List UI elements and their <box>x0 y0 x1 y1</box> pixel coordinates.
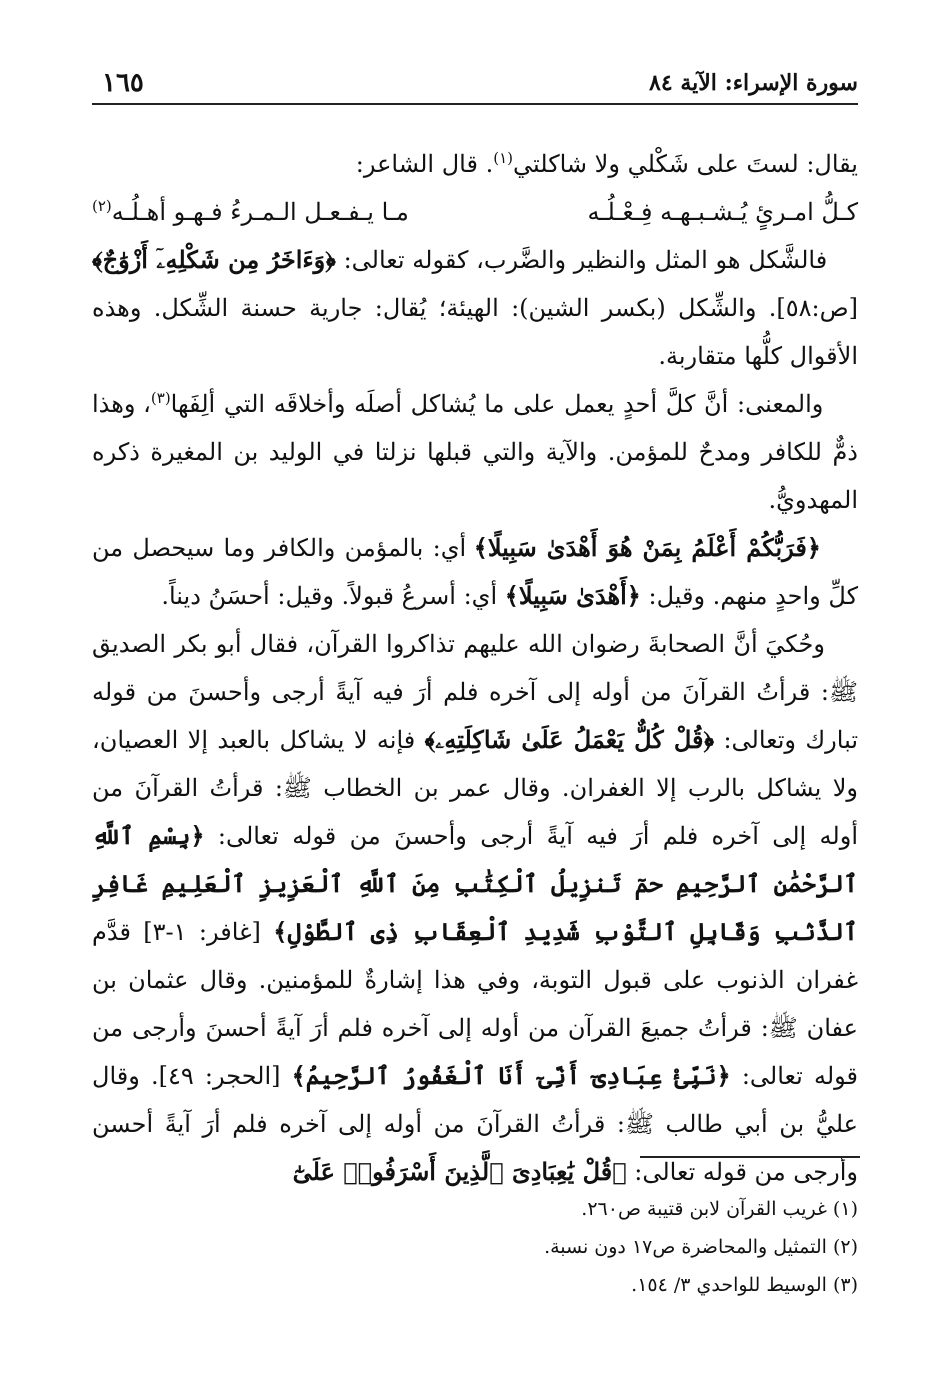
quran-quote: ﴿أَهْدَىٰ سَبِيلًا﴾ <box>504 581 641 610</box>
footnote-2: (٢) التمثيل والمحاضرة ص١٧ دون نسبة. <box>544 1236 858 1258</box>
paragraph-5: وحُكيَ أنَّ الصحابةَ رضوان الله عليهم تذاكروا القرآن، فقال أبو بكر الصديق ﷺ: قرأتُ القرآنَ من أوله إلى آخره فلم أرَ فيه آيةً أرجى وأحسنَ من قوله تبارك وتعالى: ﴿قُلْ كُلٌّ يَعْمَلُ عَلَىٰ شَاكِلَتِهِۦ﴾ فإنه لا يشاكل بالعبد إلا العصيان، ولا يشاكل بالرب إلا الغفران. وقال عمر بن الخطاب ﷺ: قرأتُ القرآنَ من أوله إلى آخره فلم أرَ فيه آيةً أرجى وأحسنَ من قوله تعالى: ﴿بِسْمِ ٱللَّهِ ٱلرَّحْمَٰنِ ٱلرَّحِيمِ حمٓ تَنزِيلُ ٱلْكِتَٰبِ مِنَ ٱللَّهِ ٱلْعَزِيزِ ٱلْعَلِيمِ غَافِرِ ٱلذَّنۢبِ وَقَابِلِ ٱلتَّوْبِ شَدِيدِ ٱلْعِقَابِ ذِى ٱلطَّوْلِ﴾ [غافر: ١-٣] قدَّم غفران الذنوب على قبول التوبة، وفي هذا إشارةٌ للمؤمنين. وقال عثمان بن عفان ﷺ: قرأتُ جميعَ القرآن من أوله إلى آخره فلم أرَ آيةً أحسنَ وأرجى من قوله تعالى: ﴿نَبِّئْ عِبَادِىٓ أَنِّىٓ أَنَا ٱلْغَفُورُ ٱلرَّحِيمُ﴾ [الحجر: ٤٩]. وقال عليُّ بن أبي طالب ﷺ: قرأتُ القرآنَ من أوله إلى آخره فلم أرَ آيةً أحسن وأرجى من قوله تعالى: ﴿قُلْ يَٰعِبَادِىَ ٱلَّذِينَ أَسْرَفُوا۟ عَلَىٰٓ <box>92 630 859 1186</box>
footnote-mark: (٣) <box>150 389 171 407</box>
quran-quote: ﴿قُلْ يَٰعِبَادِىَ ٱلَّذِينَ أَسْرَفُوا۟ عَلَىٰٓ <box>292 1157 627 1186</box>
footnote-rule <box>640 1156 860 1158</box>
footnote-mark: (١) <box>493 149 513 167</box>
quran-quote: ﴿وَءَاخَرُ مِن شَكْلِهِۦٓ أَزْوَٰجٌ﴾ <box>92 245 336 274</box>
verse-hemistich-1: كـلُّ امـرئٍ يُـشـبـهـه فِـعْـلُـه <box>587 198 858 226</box>
footnote-mark: (٢) <box>92 197 112 215</box>
paragraph-2: فالشَّكل هو المثل والنظير والضَّرب، كقوله تعالى: ﴿وَءَاخَرُ مِن شَكْلِهِۦٓ أَزْوَٰجٌ﴾ [ص:٥٨]. والشِّكل (بكسر الشين): الهيئة؛ يُقال: جارية حسنة الشِّكل. وهذه الأقوال كلُّها متقاربة. <box>92 245 858 370</box>
page-number: ١٦٥ <box>102 68 144 98</box>
quran-quote: ﴿نَبِّئْ عِبَادِىٓ أَنِّىٓ أَنَا ٱلْغَفُورُ ٱلرَّحِيمُ﴾ <box>291 1061 731 1090</box>
verse-hemistich-2: مـا يـفـعـل الـمـرءُ فـهـو أهـلُـه$^{(٢)}$ <box>92 197 409 226</box>
paragraph-1: يقال: لستَ على شَكْلي ولا شاكلتي$^{(١)}$. قال الشاعر: <box>355 149 858 178</box>
quran-quote: ﴿بِسْمِ ٱللَّهِ ٱلرَّحْمَٰنِ ٱلرَّحِيمِ حمٓ تَنزِيلُ ٱلْكِتَٰبِ مِنَ ٱللَّهِ ٱلْعَزِيزِ ٱلْعَلِيمِ غَافِرِ ٱلذَّنۢبِ وَقَابِلِ ٱلتَّوْبِ شَدِيدِ ٱلْعِقَابِ ذِى ٱلطَّوْلِ﴾ <box>92 821 858 946</box>
quran-quote: ﴿فَرَبُّكُمْ أَعْلَمُ بِمَنْ هُوَ أَهْدَىٰ سَبِيلًا﴾ <box>473 533 821 562</box>
footnote-3: (٣) الوسيط للواحدي ٣/ ١٥٤. <box>631 1274 858 1296</box>
footnotes <box>544 1190 858 1304</box>
footnote-1: (١) غريب القرآن لابن قتيبة ص٢٦٠. <box>581 1198 858 1220</box>
paragraph-4: ﴿فَرَبُّكُمْ أَعْلَمُ بِمَنْ هُوَ أَهْدَىٰ سَبِيلًا﴾ أي: بالمؤمن والكافر وما سيحصل من كلِّ واحدٍ منهم. وقيل: ﴿أَهْدَىٰ سَبِيلًا﴾ أي: أسرعُ قبولاً. وقيل: أحسَنُ ديناً. <box>92 533 858 610</box>
body-text <box>92 140 858 1196</box>
poetry-verse <box>92 188 858 236</box>
page-header <box>92 68 858 102</box>
header-rule <box>92 103 858 105</box>
quran-quote: ﴿قُلْ كُلٌّ يَعْمَلُ عَلَىٰ شَاكِلَتِهِۦ﴾ <box>424 725 715 754</box>
paragraph-3: والمعنى: أنَّ كلَّ أحدٍ يعمل على ما يُشاكل أصلَه وأخلاقَه التي ألِفَها$^{(٣)}$، وهذا ذمٌّ للكافر ومدحٌ للمؤمن. والآية والتي قبلها نزلتا في الوليد بن المغيرة ذكره المهدويُّ. <box>92 389 858 514</box>
running-head: سورة الإسراء: الآية ٨٤ <box>649 70 858 96</box>
